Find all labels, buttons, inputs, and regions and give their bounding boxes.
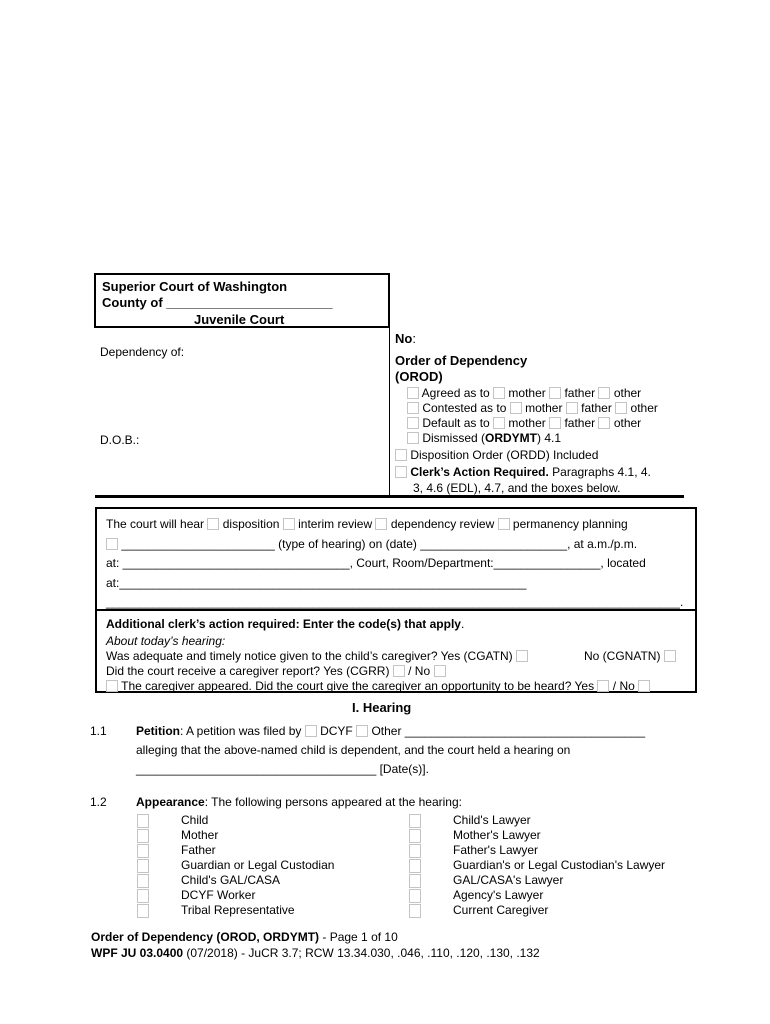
caption-rule xyxy=(95,495,684,498)
hearing-extra-field[interactable]: ______________________________________________________________________________________. xyxy=(106,595,684,609)
caregiver-heard-yes-checkbox[interactable] xyxy=(597,680,609,692)
appearance-person-label: Tribal Representative xyxy=(181,903,295,917)
appearance-person-label: Mother xyxy=(181,828,219,842)
petition-dcyf-checkbox[interactable] xyxy=(305,725,317,737)
contested-other-checkbox[interactable] xyxy=(615,402,627,414)
contested-mother-checkbox[interactable] xyxy=(510,402,522,414)
dependency-of-label: Dependency of: xyxy=(100,345,185,359)
other-hearing-checkbox[interactable] xyxy=(106,538,118,550)
column-divider xyxy=(389,328,390,496)
appearance-person-checkbox[interactable] xyxy=(137,829,149,843)
caregiver-heard-question: The caregiver appeared. Did the court give the caregiver an opportunity to be heard? Yes / No xyxy=(106,679,650,693)
default-father-checkbox[interactable] xyxy=(549,417,561,429)
agreed-checkbox[interactable] xyxy=(407,387,419,399)
clerk-action-option: Clerk’s Action Required. Paragraphs 4.1, 4. xyxy=(395,465,651,479)
dob-label: D.O.B.: xyxy=(100,433,140,447)
section-heading: I. Hearing xyxy=(352,700,412,715)
hearing-date-field[interactable]: _______________________ (type of hearing) on (date) ______________________, at a.m./p.m. xyxy=(121,537,638,551)
petition-other-checkbox[interactable] xyxy=(356,725,368,737)
appearance-party-label: Mother's Lawyer xyxy=(453,828,541,842)
para-1-1-line2: alleging that the above-named child is dependent, and the court held a hearing on xyxy=(136,743,571,757)
contested-checkbox[interactable] xyxy=(407,402,419,414)
appearance-person-label: Father xyxy=(181,843,216,857)
default-other-checkbox[interactable] xyxy=(598,417,610,429)
notice-question: Was adequate and timely notice given to the child’s caregiver? Yes (CGATN) xyxy=(106,649,528,663)
court-division: Juvenile Court xyxy=(194,312,285,327)
cgrr-no-checkbox[interactable] xyxy=(434,665,446,677)
para-1-2-number: 1.2 xyxy=(90,795,107,809)
contested-father-checkbox[interactable] xyxy=(566,402,578,414)
appearance-party-checkbox[interactable] xyxy=(409,844,421,858)
about-hearing-label: About today’s hearing: xyxy=(106,634,226,648)
agreed-mother-checkbox[interactable] xyxy=(493,387,505,399)
appearance-party-checkbox[interactable] xyxy=(409,889,421,903)
order-option-contested: Contested as to mother father other xyxy=(407,401,658,415)
cgrr-yes-checkbox[interactable] xyxy=(393,665,405,677)
appearance-person-checkbox[interactable] xyxy=(137,844,149,858)
appearance-party-checkbox[interactable] xyxy=(409,814,421,828)
order-option-dismissed: Dismissed (ORDYMT) 4.1 xyxy=(407,431,561,445)
appearance-person-checkbox[interactable] xyxy=(137,814,149,828)
cgnatn-checkbox[interactable] xyxy=(664,650,676,662)
appearance-party-label: Current Caregiver xyxy=(453,903,549,917)
hearing-type-row: The court will hear disposition interim review dependency review permanency planning xyxy=(106,517,628,531)
agreed-other-checkbox[interactable] xyxy=(598,387,610,399)
disposition-hearing-checkbox[interactable] xyxy=(207,518,219,530)
permanency-planning-checkbox[interactable] xyxy=(498,518,510,530)
petition-other-field[interactable]: Other ____________________________________ xyxy=(371,724,646,738)
caregiver-heard-no-checkbox[interactable] xyxy=(638,680,650,692)
order-title: Order of Dependency xyxy=(395,353,528,368)
case-number-label: No xyxy=(395,331,413,346)
appearance-person-label: Child's GAL/CASA xyxy=(181,873,280,887)
appearance-party-checkbox[interactable] xyxy=(409,829,421,843)
clerk-action-text-2: 3, 4.6 (EDL), 4.7, and the boxes below. xyxy=(413,481,621,495)
para-1-1-number: 1.1 xyxy=(90,724,107,738)
cgatn-checkbox[interactable] xyxy=(516,650,528,662)
appearance-party-checkbox[interactable] xyxy=(409,874,421,888)
notice-no-option: No (CGNATN) xyxy=(584,649,676,663)
case-number-field[interactable]: No: xyxy=(395,331,416,346)
appearance-party-checkbox[interactable] xyxy=(409,859,421,873)
order-option-agreed: Agreed as to mother father other xyxy=(407,386,641,400)
disposition-option: Disposition Order (ORDD) Included xyxy=(395,448,598,462)
interim-review-checkbox[interactable] xyxy=(283,518,295,530)
order-option-default: Default as to mother father other xyxy=(407,416,641,430)
appearance-party-label: Child's Lawyer xyxy=(453,813,531,827)
disposition-checkbox[interactable] xyxy=(395,449,407,461)
hearing-box-divider xyxy=(97,609,695,611)
para-1-2-line1: Appearance: The following persons appeared at the hearing: xyxy=(136,795,462,809)
court-title: Superior Court of Washington xyxy=(102,279,288,294)
hearing-date-row xyxy=(106,537,637,551)
footer-title: Order of Dependency (OROD, ORDYMT) - Page 1 of 10 xyxy=(91,930,398,944)
appearance-party-label: Father's Lawyer xyxy=(453,843,538,857)
appearance-party-label: GAL/CASA's Lawyer xyxy=(453,873,564,887)
clerk-action-checkbox[interactable] xyxy=(395,466,407,478)
next-hearing-box xyxy=(95,507,697,693)
county-field[interactable]: County of _______________________ xyxy=(102,295,333,310)
dependency-review-checkbox[interactable] xyxy=(375,518,387,530)
default-mother-checkbox[interactable] xyxy=(493,417,505,429)
appearance-person-checkbox[interactable] xyxy=(137,889,149,903)
hearing-dates-field[interactable]: ____________________________________ [Date(s)]. xyxy=(136,762,429,776)
appearance-person-checkbox[interactable] xyxy=(137,859,149,873)
caregiver-appeared-checkbox[interactable] xyxy=(106,680,118,692)
default-checkbox[interactable] xyxy=(407,417,419,429)
appearance-person-checkbox[interactable] xyxy=(137,874,149,888)
clerk-additional-title: Additional clerk’s action required: Enter the code(s) that apply. xyxy=(106,617,465,631)
appearance-party-label: Guardian's or Legal Custodian's Lawyer xyxy=(453,858,666,872)
caregiver-report-question: Did the court receive a caregiver report? Yes (CGRR) / No xyxy=(106,664,446,678)
appearance-party-checkbox[interactable] xyxy=(409,904,421,918)
hearing-location-field[interactable]: at: __________________________________, Court, Room/Department:________________, located xyxy=(106,556,646,570)
agreed-father-checkbox[interactable] xyxy=(549,387,561,399)
appearance-person-label: Child xyxy=(181,813,209,827)
court-header-box xyxy=(94,273,390,328)
order-code: (OROD) xyxy=(395,369,443,384)
footer-form-id: WPF JU 03.0400 (07/2018) - JuCR 3.7; RCW 13.34.030, .046, .110, .120, .130, .132 xyxy=(91,946,540,960)
para-1-1-line1: Petition: A petition was filed by DCYF Other ____________________________________ xyxy=(136,724,646,738)
appearance-person-label: Guardian or Legal Custodian xyxy=(181,858,335,872)
dismissed-checkbox[interactable] xyxy=(407,432,419,444)
appearance-person-checkbox[interactable] xyxy=(137,904,149,918)
appearance-party-label: Agency's Lawyer xyxy=(453,888,544,902)
hearing-address-field[interactable]: at:_____________________________________________________________ xyxy=(106,576,527,590)
appearance-person-label: DCYF Worker xyxy=(181,888,256,902)
